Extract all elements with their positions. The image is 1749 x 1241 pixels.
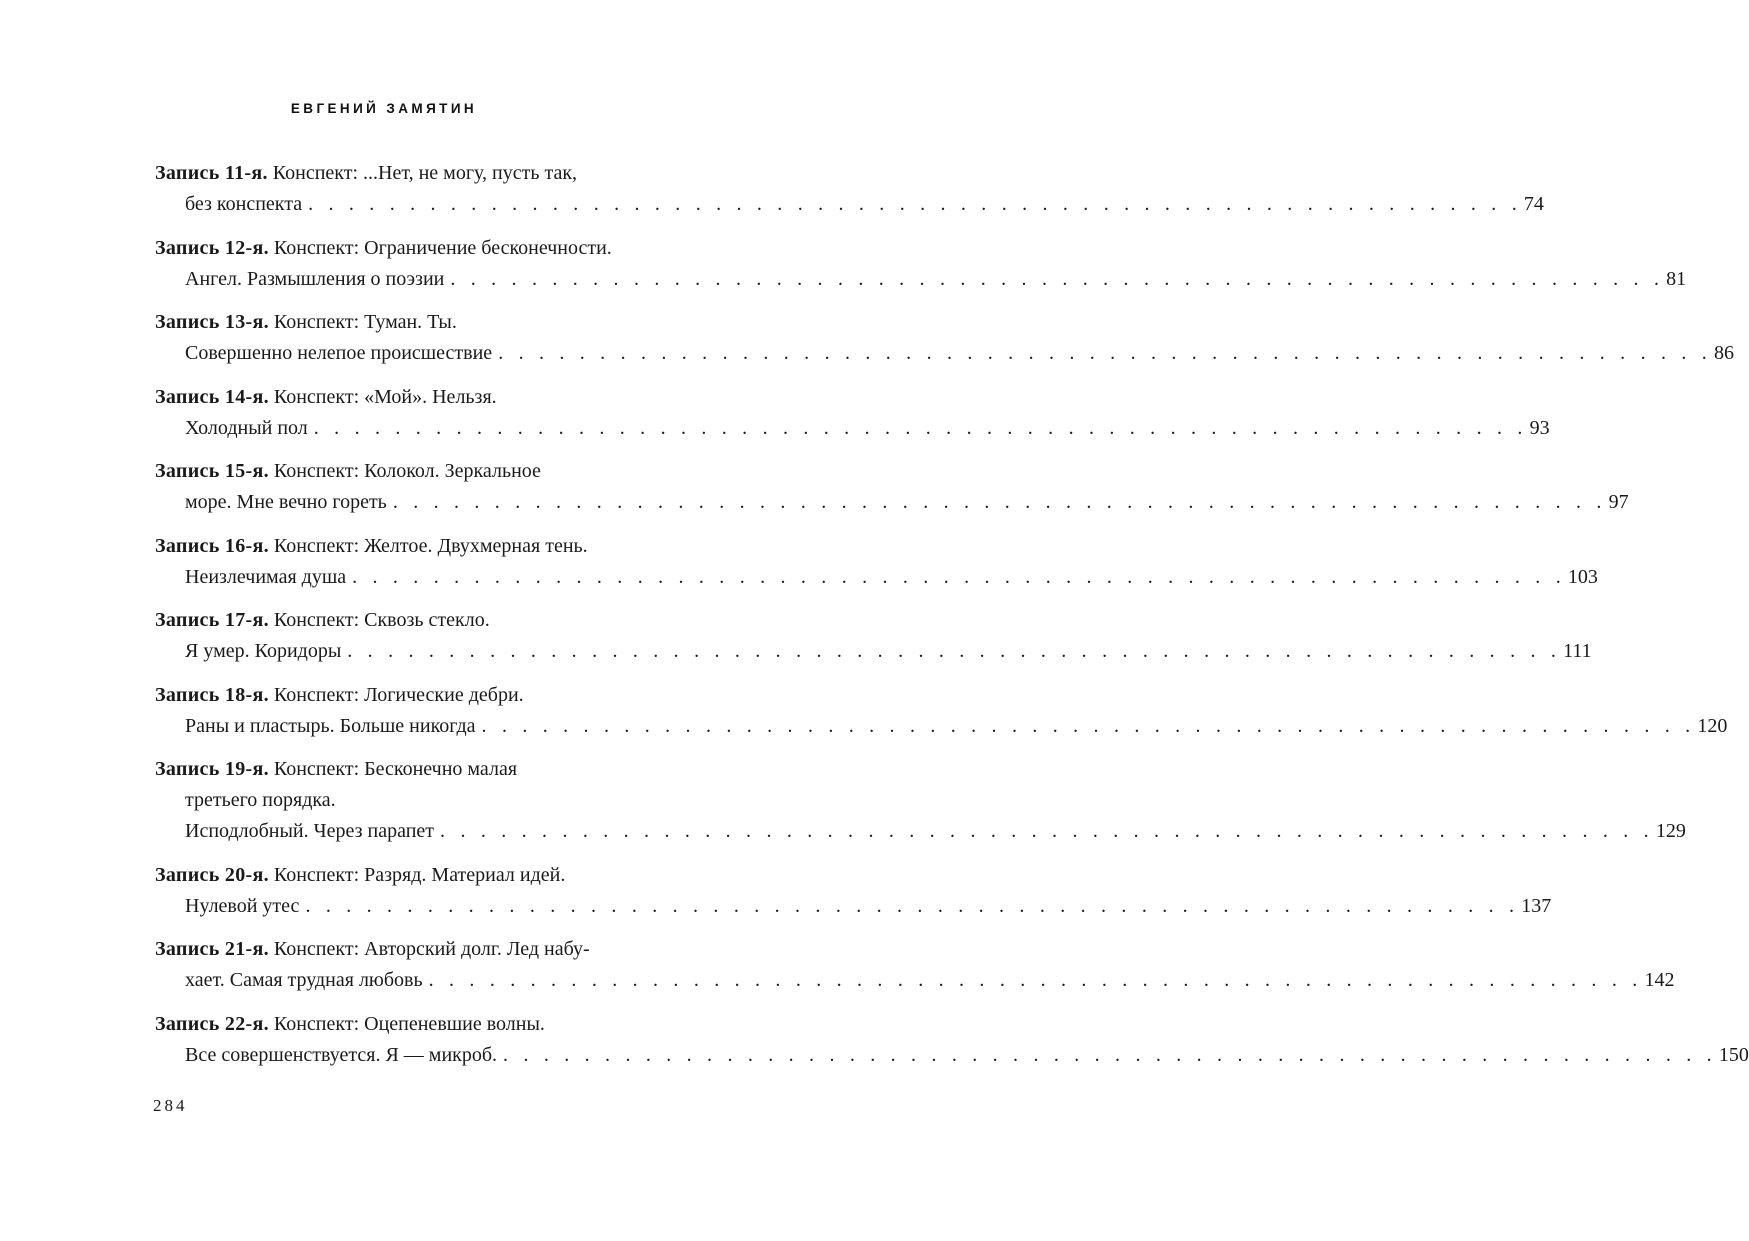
toc-entry-text: Конспект: Бесконечно малая [273, 758, 518, 780]
toc-entry-text: Нулевой утес [185, 894, 300, 917]
toc-entry-label: Запись 16-я. [155, 534, 269, 557]
dot-leader: . . . . . . . . . . . . . . . . . . . . . . . . . . . . . . . . . . . . . . . . . . . . . . . . . . . . . . . . . . . . [308, 193, 1522, 215]
toc-entry-text: Конспект: Туман. Ты. [273, 311, 457, 333]
toc-entry-label: Запись 11-я. [155, 162, 268, 184]
dot-leader: . . . . . . . . . . . . . . . . . . . . . . . . . . . . . . . . . . . . . . . . . . . . . . . . . . . . . . . . . . . . [503, 1043, 1717, 1066]
toc-entry-page: 74 [1523, 193, 1544, 215]
toc-entry-line [155, 307, 667, 338]
toc-entry-text: Конспект: Ограничение бесконечности. [273, 236, 612, 259]
dot-leader: . . . . . . . . . . . . . . . . . . . . . . . . . . . . . . . . . . . . . . . . . . . . . . . . . . . . . . . . . . . . [428, 969, 1643, 991]
dot-leader: . . . . . . . . . . . . . . . . . . . . . . . . . . . . . . . . . . . . . . . . . . . . . . . . . . . . . . . . . . . . [352, 565, 1566, 588]
toc-entry-line [155, 531, 667, 562]
toc-entry-last-line [155, 1040, 1749, 1071]
toc-entry-text: Конспект: Желтое. Двухмерная тень. [273, 534, 588, 557]
toc-entry[interactable] [155, 860, 1552, 922]
toc-entry-line [155, 382, 667, 413]
toc-entry-last-line [155, 338, 1734, 369]
dot-leader: . . . . . . . . . . . . . . . . . . . . . . . . . . . . . . . . . . . . . . . . . . . . . . . . . . . . . . . . . . . . [305, 894, 1520, 917]
toc-entry-last-line [155, 636, 1592, 667]
toc-entry-text: море. Мне вечно гореть [185, 491, 387, 513]
toc-entry-last-line [155, 189, 1544, 220]
toc-entry-page: 103 [1567, 565, 1598, 588]
toc-entry-label: Запись 14-я. [155, 385, 269, 408]
dot-leader: . . . . . . . . . . . . . . . . . . . . . . . . . . . . . . . . . . . . . . . . . . . . . . . . . . . . . . . . . . . . [450, 267, 1665, 290]
toc-entry-last-line [155, 816, 1686, 847]
toc-entry-line [155, 158, 667, 189]
toc-entry-page: 86 [1714, 342, 1734, 364]
toc-entry[interactable] [155, 531, 1598, 593]
toc-entry[interactable] [155, 233, 1687, 295]
toc-entry[interactable] [155, 456, 1629, 518]
toc-entry[interactable] [155, 680, 1728, 742]
toc-entry-last-line [155, 562, 1598, 593]
toc-entry-line [155, 456, 667, 487]
toc-entry[interactable] [155, 382, 1550, 444]
toc-entry-last-line [155, 487, 1629, 518]
toc-entry-line [155, 1009, 667, 1040]
toc-entry-text: Конспект: Логические дебри. [273, 683, 524, 706]
toc-entry-text: Совершенно нелепое происшествие [185, 342, 493, 364]
dot-leader: . . . . . . . . . . . . . . . . . . . . . . . . . . . . . . . . . . . . . . . . . . . . . . . . . . . . . . . . . . . . [481, 714, 1696, 737]
toc-entry-text: Конспект: Оцепеневшие волны. [273, 1012, 545, 1035]
toc-entry-text: Раны и пластырь. Больше никогда [185, 714, 476, 737]
toc-entry-page: 142 [1644, 969, 1675, 991]
toc-entry-line [155, 605, 667, 636]
toc-entry[interactable] [155, 605, 1592, 667]
toc-entry-line [155, 785, 667, 816]
toc-entry-page: 120 [1697, 714, 1728, 737]
toc-entry-text: Конспект: «Мой». Нельзя. [273, 385, 497, 408]
toc-entry-line [155, 680, 667, 711]
toc-entry-label: Запись 17-я. [155, 609, 269, 631]
toc-entry-label: Запись 22-я. [155, 1012, 269, 1035]
toc-entry-last-line [155, 413, 1550, 444]
toc-entry-text: Я умер. Коридоры [185, 640, 342, 662]
toc-entry-text: Холодный пол [185, 416, 308, 439]
dot-leader: . . . . . . . . . . . . . . . . . . . . . . . . . . . . . . . . . . . . . . . . . . . . . . . . . . . . . . . . . . . . [392, 491, 1607, 513]
toc-entry-page: 129 [1655, 820, 1686, 842]
toc-entry-text: Неизлечимая душа [185, 565, 347, 588]
toc-entry-page: 93 [1529, 416, 1550, 439]
toc-entry-page: 81 [1666, 267, 1687, 290]
toc-entry-text: Исподлобный. Через парапет [185, 820, 435, 842]
toc-entry[interactable] [155, 307, 1734, 369]
toc-entry-text: Конспект: ...Нет, не могу, пусть так, [272, 162, 578, 184]
toc-entry-label: Запись 15-я. [155, 460, 269, 482]
toc-entry-label: Запись 19-я. [155, 758, 269, 780]
toc-entry-line [155, 934, 667, 965]
toc-entry[interactable] [155, 158, 1544, 220]
toc-entry-label: Запись 21-я. [155, 938, 269, 960]
toc-entry-page: 111 [1563, 640, 1592, 662]
toc-entry-page: 97 [1608, 491, 1629, 513]
toc-entry-text: Конспект: Колокол. Зеркальное [273, 460, 541, 482]
table-of-contents [155, 158, 1749, 1083]
toc-entry-line [155, 754, 667, 785]
toc-entry-label: Запись 20-я. [155, 863, 269, 886]
dot-leader: . . . . . . . . . . . . . . . . . . . . . . . . . . . . . . . . . . . . . . . . . . . . . . . . . . . . . . . . . . . . [313, 416, 1528, 439]
toc-entry-text: Конспект: Разряд. Материал идей. [273, 863, 566, 886]
running-head: ЕВГЕНИЙ ЗАМЯТИН [290, 101, 478, 116]
toc-entry-text: хает. Самая трудная любовь [185, 969, 423, 991]
dot-leader: . . . . . . . . . . . . . . . . . . . . . . . . . . . . . . . . . . . . . . . . . . . . . . . . . . . . . . . . . . . . [347, 640, 1562, 662]
toc-entry[interactable] [155, 934, 1675, 996]
dot-leader: . . . . . . . . . . . . . . . . . . . . . . . . . . . . . . . . . . . . . . . . . . . . . . . . . . . . . . . . . . . . [440, 820, 1654, 842]
toc-entry-text: третьего порядка. [185, 789, 336, 811]
toc-entry-text: Все совершенствуется. Я — микроб. [185, 1043, 498, 1066]
toc-entry-text: Конспект: Авторский долг. Лед набу- [273, 938, 590, 960]
toc-entry-text: Ангел. Размышления о поэзии [185, 267, 445, 290]
toc-entry[interactable] [155, 754, 1686, 847]
toc-entry-text: без конспекта [185, 193, 303, 215]
toc-entry-label: Запись 12-я. [155, 236, 269, 259]
toc-entry-label: Запись 18-я. [155, 683, 269, 706]
toc-entry-page: 150 [1718, 1043, 1749, 1066]
toc-entry-last-line [155, 965, 1675, 996]
toc-entry-line [155, 860, 667, 891]
toc-entry-last-line [155, 264, 1687, 295]
dot-leader: . . . . . . . . . . . . . . . . . . . . . . . . . . . . . . . . . . . . . . . . . . . . . . . . . . . . . . . . . . . . [498, 342, 1712, 364]
toc-entry-page: 137 [1521, 894, 1552, 917]
toc-entry[interactable] [155, 1009, 1749, 1071]
page-number: 284 [153, 1096, 188, 1115]
toc-entry-last-line [155, 891, 1552, 922]
toc-entry-line [155, 233, 667, 264]
toc-entry-label: Запись 13-я. [155, 311, 269, 333]
toc-entry-text: Конспект: Сквозь стекло. [273, 609, 490, 631]
toc-entry-last-line [155, 711, 1728, 742]
